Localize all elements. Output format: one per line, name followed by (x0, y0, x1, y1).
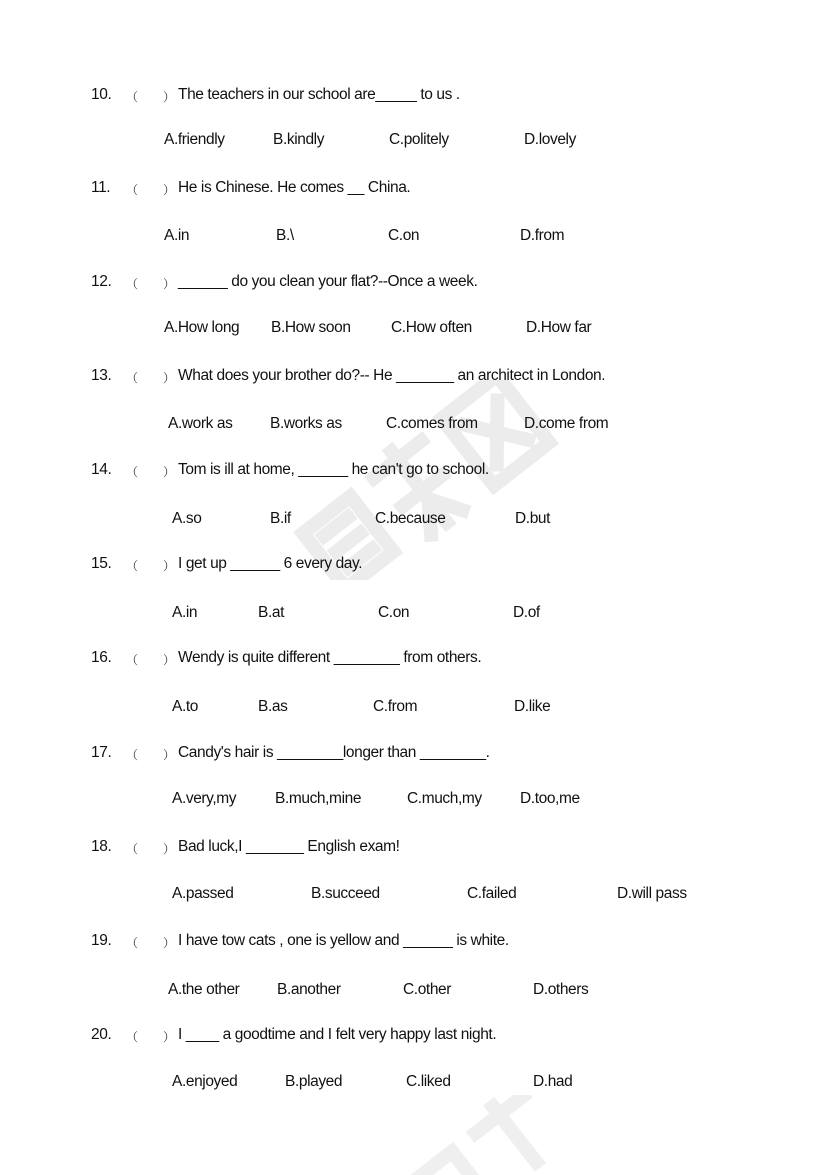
options-row (0, 510, 830, 532)
question-row (0, 461, 830, 483)
option-a: A.the other (168, 981, 240, 998)
answer-bracket-close: ） (163, 748, 175, 762)
answer-bracket-close: ） (163, 1030, 175, 1044)
option-d: D.but (515, 510, 551, 527)
question-number: 10. (91, 86, 112, 103)
question-stem: What does your brother do?-- He _______ an architect in London. (178, 367, 606, 384)
option-c: C.from (373, 698, 418, 715)
question-number: 12. (91, 273, 112, 290)
answer-bracket-open: （ (126, 371, 138, 385)
option-d: D.of (513, 604, 540, 621)
option-b: B.played (285, 1073, 343, 1090)
question-number: 15. (91, 555, 112, 572)
option-d: D.from (520, 227, 565, 244)
answer-bracket-open: （ (126, 936, 138, 950)
option-c: C.on (378, 604, 410, 621)
option-a: A.How long (164, 319, 240, 336)
option-c: C.comes from (386, 415, 478, 432)
option-a: A.passed (172, 885, 234, 902)
question-row (0, 838, 830, 860)
question-stem: He is Chinese. He comes __ China. (178, 179, 411, 196)
question-stem: Candy's hair is ________longer than ________. (178, 744, 490, 761)
option-c: C.because (375, 510, 446, 527)
answer-bracket-close: ） (163, 842, 175, 856)
question-stem: ______ do you clean your flat?--Once a week. (178, 273, 478, 290)
answer-bracket-close: ） (163, 936, 175, 950)
question-row (0, 744, 830, 766)
answer-bracket-open: （ (126, 277, 138, 291)
options-row (0, 1073, 830, 1095)
option-a: A.work as (168, 415, 233, 432)
options-row (0, 415, 830, 437)
question-number: 16. (91, 649, 112, 666)
options-row (0, 981, 830, 1003)
options-row (0, 604, 830, 626)
question-number: 19. (91, 932, 112, 949)
answer-bracket-close: ） (163, 371, 175, 385)
question-number: 20. (91, 1026, 112, 1043)
options-row (0, 790, 830, 812)
option-d: D.others (533, 981, 589, 998)
option-b: B.if (270, 510, 291, 527)
question-stem: I have tow cats , one is yellow and ______ is white. (178, 932, 509, 949)
answer-bracket-close: ） (163, 183, 175, 197)
question-stem: Tom is ill at home, ______ he can't go to school. (178, 461, 489, 478)
option-b: B.kindly (273, 131, 325, 148)
option-b: B.works as (270, 415, 342, 432)
answer-bracket-open: （ (126, 559, 138, 573)
question-number: 13. (91, 367, 112, 384)
answer-bracket-open: （ (126, 653, 138, 667)
answer-bracket-close: ） (163, 559, 175, 573)
question-number: 14. (91, 461, 112, 478)
option-b: B.How soon (271, 319, 351, 336)
option-a: A.enjoyed (172, 1073, 238, 1090)
options-row (0, 698, 830, 720)
option-c: C.other (403, 981, 452, 998)
option-a: A.very,my (172, 790, 237, 807)
option-b: B.much,mine (275, 790, 362, 807)
options-row (0, 227, 830, 249)
option-c: C.much,my (407, 790, 482, 807)
option-d: D.had (533, 1073, 573, 1090)
option-c: C.politely (389, 131, 449, 148)
option-b: B.as (258, 698, 288, 715)
option-d: D.How far (526, 319, 592, 336)
question-row (0, 649, 830, 671)
answer-bracket-close: ） (163, 277, 175, 291)
option-d: D.like (514, 698, 551, 715)
question-row (0, 932, 830, 954)
option-c: C.liked (406, 1073, 451, 1090)
question-stem: Bad luck,I _______ English exam! (178, 838, 400, 855)
question-row (0, 273, 830, 295)
answer-bracket-close: ） (163, 653, 175, 667)
option-b: B.succeed (311, 885, 380, 902)
answer-bracket-open: （ (126, 842, 138, 856)
option-d: D.come from (524, 415, 609, 432)
option-d: D.will pass (617, 885, 687, 902)
answer-bracket-open: （ (126, 465, 138, 479)
question-stem: The teachers in our school are_____ to us . (178, 86, 460, 103)
options-row (0, 319, 830, 341)
option-a: A.to (172, 698, 198, 715)
question-number: 17. (91, 744, 112, 761)
question-number: 11. (91, 179, 111, 196)
answer-bracket-open: （ (126, 1030, 138, 1044)
question-row (0, 1026, 830, 1048)
watermark-stamp (370, 1095, 590, 1175)
answer-bracket-open: （ (126, 748, 138, 762)
option-b: B.\ (276, 227, 294, 244)
question-number: 18. (91, 838, 112, 855)
option-b: B.another (277, 981, 341, 998)
options-row (0, 885, 830, 907)
option-a: A.in (172, 604, 198, 621)
option-c: C.How often (391, 319, 472, 336)
options-row (0, 131, 830, 153)
option-a: A.friendly (164, 131, 225, 148)
answer-bracket-open: （ (126, 183, 138, 197)
question-stem: I get up ______ 6 every day. (178, 555, 363, 572)
question-row (0, 179, 830, 201)
question-row (0, 367, 830, 389)
answer-bracket-open: （ (126, 90, 138, 104)
option-c: C.on (388, 227, 420, 244)
option-a: A.so (172, 510, 202, 527)
answer-bracket-close: ） (163, 465, 175, 479)
question-row (0, 555, 830, 577)
option-c: C.failed (467, 885, 517, 902)
question-row (0, 86, 830, 108)
option-b: B.at (258, 604, 284, 621)
answer-bracket-close: ） (163, 90, 175, 104)
option-a: A.in (164, 227, 190, 244)
option-d: D.lovely (524, 131, 576, 148)
question-stem: I ____ a goodtime and I felt very happy last night. (178, 1026, 497, 1043)
option-d: D.too,me (520, 790, 580, 807)
question-stem: Wendy is quite different ________ from others. (178, 649, 482, 666)
